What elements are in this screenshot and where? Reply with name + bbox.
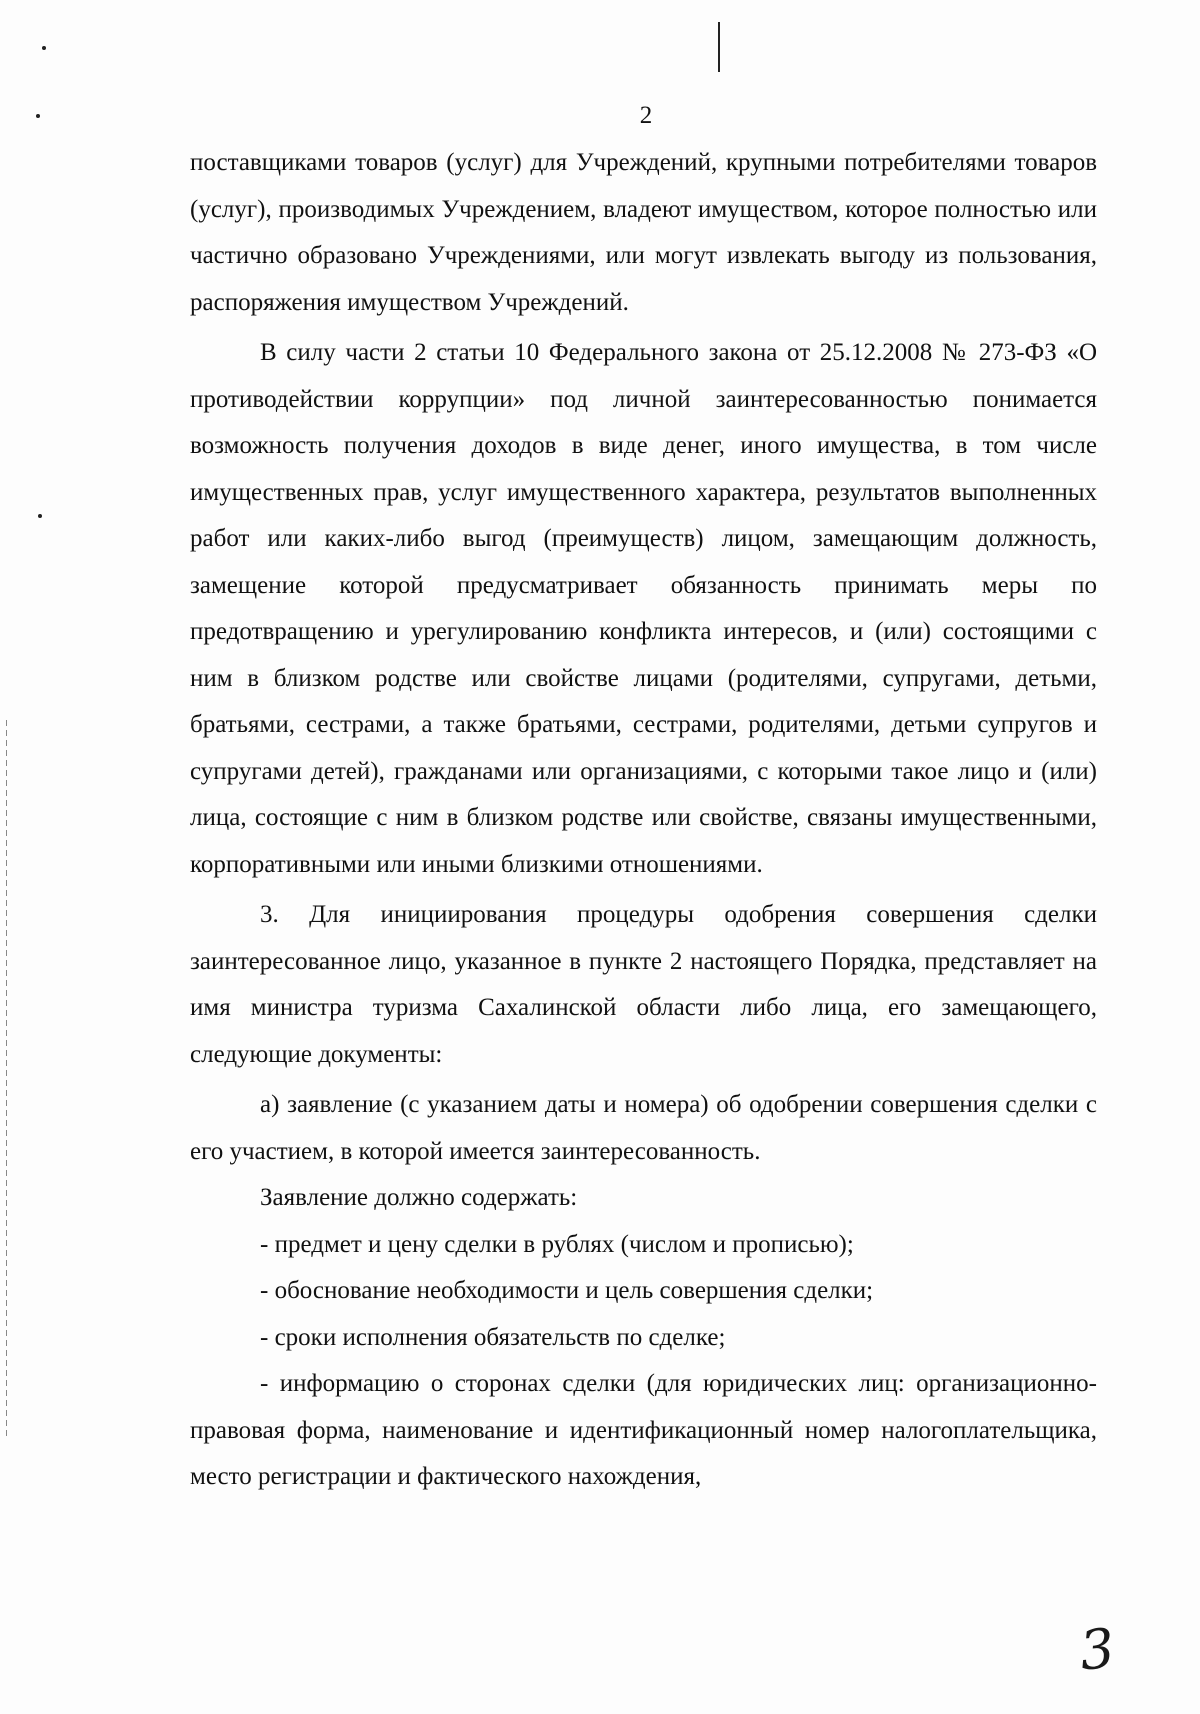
paragraph-definition: В силу части 2 статьи 10 Федерального закона от 25.12.2008 № 273-ФЗ «О противодействии коррупции» под личной заинтересованностью понимается возможность получения доходов в виде денег, иного имущества, в том числе имущественных прав, услуг имущественного характера, результатов выполненных работ или каких-либо выгод (преимуществ) лицом, замещающим должность, замещение которой предусматривает обязанность принимать меры по предотвращению и урегулированию конфликта интересов, и (или) состоящими с ним в близком родстве или свойстве лицами (родителями, супругами, детьми, братьями, сестрами, а также братьями, сестрами, родителями, детьми супругов и супругами детей), гражданами или организациями, с которыми такое лицо и (или) лица, состоящие с ним в близком родстве или свойстве, связаны имущественными, корпоративными или иными близкими отношениями. — [190, 339, 1097, 878]
page-number: 2 — [639, 102, 653, 129]
paragraph-item-3: 3. Для инициирования процедуры одобрения совершения сделки заинтересованное лицо, указанное в пункте 2 настоящего Порядка, представляет на имя министра туризма Сахалинской области либо лица, его замещающего, следующие документы: — [190, 901, 1097, 1068]
list-item: - предмет и цену сделки в рублях (числом и прописью); — [260, 1230, 854, 1258]
list-item: - обоснование необходимости и цель совершения сделки; — [260, 1277, 874, 1304]
paragraph-item-a: а) заявление (с указанием даты и номера) об одобрении совершения сделки с его участием, в которой имеется заинтересованность. — [190, 1091, 1097, 1165]
scan-artifact-dot — [38, 514, 42, 518]
handwritten-sheet-number: 3 — [1076, 1616, 1118, 1683]
list-item: - информацию о сторонах сделки (для юридических лиц: организационно-правовая форма, наименование и идентификационный номер налогоплательщика, место регистрации и фактического нахождения, — [190, 1370, 1097, 1490]
paragraph-statement-heading: Заявление должно содержать: — [260, 1184, 578, 1211]
list-item: - сроки исполнения обязательств по сделке; — [260, 1323, 726, 1351]
scan-left-edge — [6, 720, 7, 1440]
document-body — [190, 140, 1097, 1501]
scan-artifact-dot — [42, 46, 46, 50]
paragraph-continuation: поставщиками товаров (услуг) для Учреждений, крупными потребителями товаров (услуг), производимых Учреждением, владеют имуществом, которое полностью или частично образовано Учреждениями, или могут извлекать выгоду из пользования, распоряжения имуществом Учреждений. — [190, 149, 1097, 316]
scan-artifact-line — [718, 22, 720, 72]
